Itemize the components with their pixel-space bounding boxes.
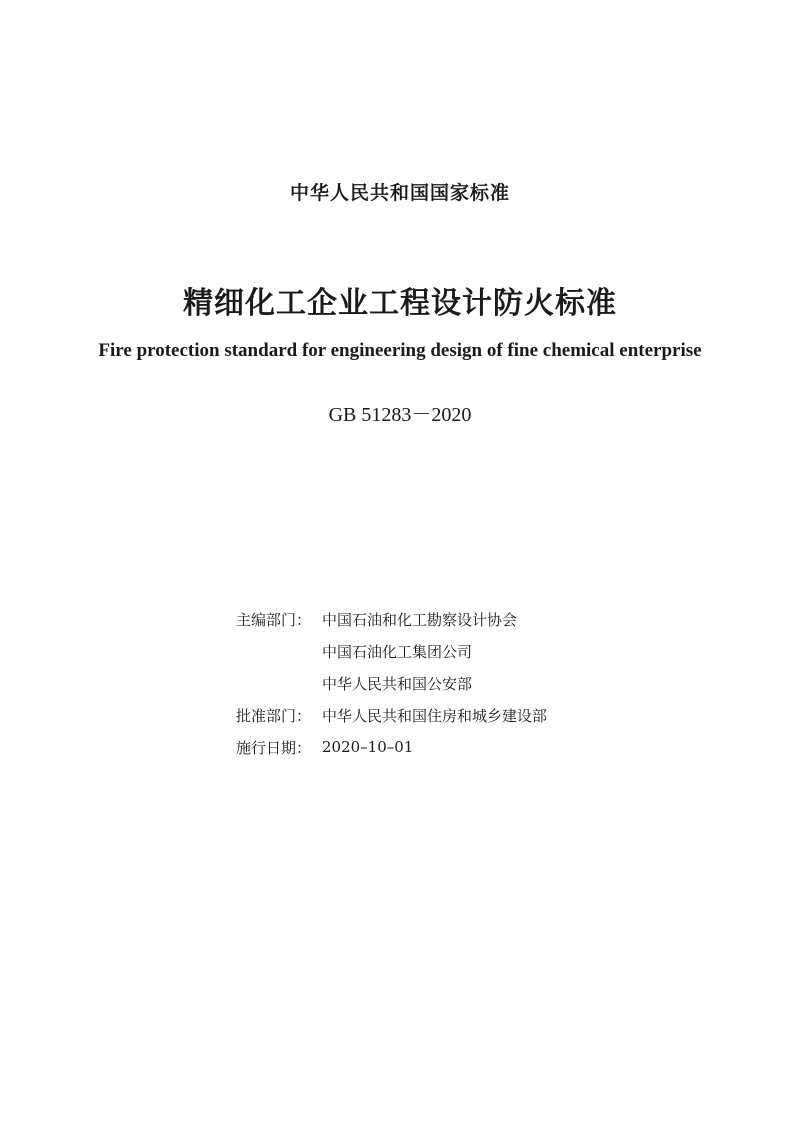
chief-editor-row-3 (236, 667, 547, 699)
title-english: Fire protection standard for engineering design of fine chemical enterprise (98, 340, 702, 361)
chief-editor-row-2 (236, 635, 547, 667)
chief-editor-3: 中华人民共和国公安部 (322, 674, 473, 693)
approver-row (236, 699, 547, 731)
issuer-heading: 中华人民共和国国家标准 (289, 182, 510, 204)
chief-editor-2: 中国石油化工集团公司 (322, 642, 473, 661)
approver-label: 批准部门： (236, 706, 312, 725)
standard-code: GB 51283－2020 (328, 404, 472, 426)
effective-date-value: 2020–10–01 (322, 738, 414, 756)
chief-editor-label: 主编部门： (236, 610, 312, 629)
title-chinese: 精细化工企业工程设计防火标准 (183, 286, 617, 321)
effective-date-row (236, 731, 547, 763)
effective-date-label: 施行日期： (236, 738, 312, 757)
publication-info (236, 603, 547, 763)
chief-editor-row (236, 603, 547, 635)
chief-editor-1: 中国石油和化工勘察设计协会 (322, 610, 518, 629)
approver-value: 中华人民共和国住房和城乡建设部 (322, 706, 548, 725)
